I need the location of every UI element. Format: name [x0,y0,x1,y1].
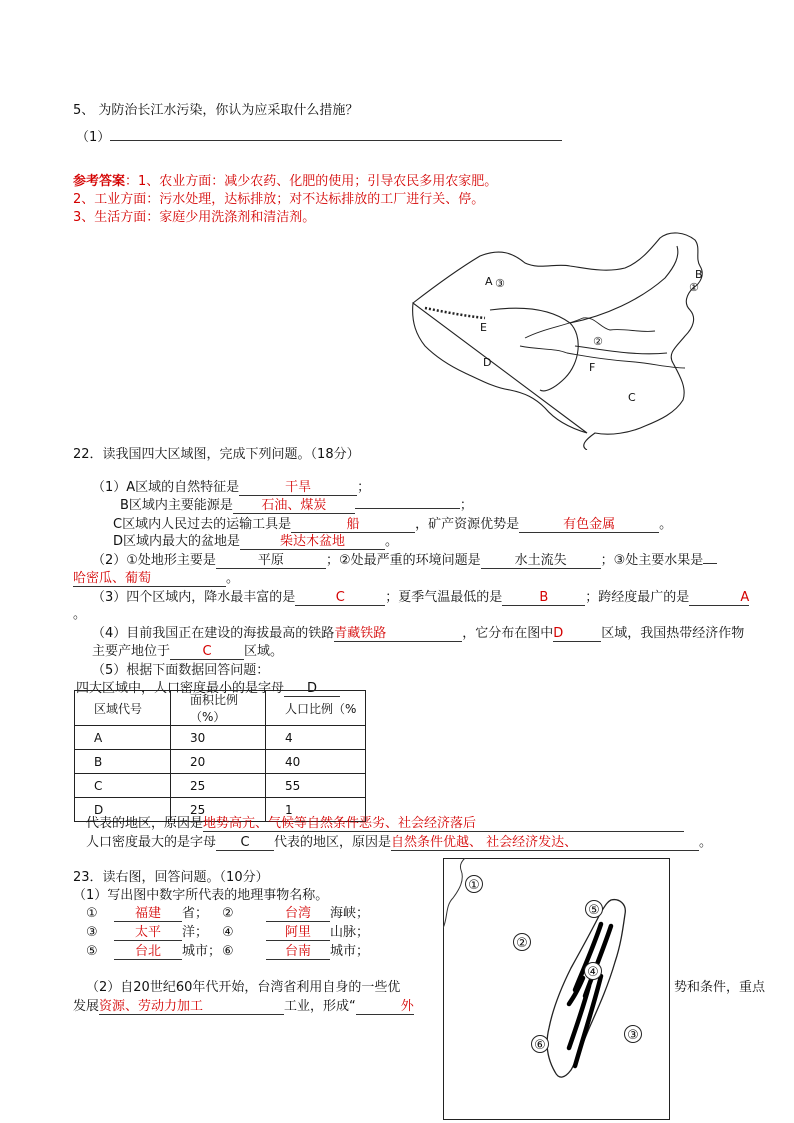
boundary-qinling [575,346,667,354]
answer-blank[interactable]: 地势高亢、气候等自然条件恶劣、社会经济落后 [203,816,684,832]
q22-p5-title: （5）根据下面数据回答问题： [92,663,270,678]
answer-blank[interactable]: 哈密瓜、葡萄 [73,571,226,587]
q22-p4-line2 [92,640,283,660]
text: 省； [182,906,209,921]
blank-start [703,549,717,564]
table-header: 人口比例（% [266,691,366,726]
text: 洋； [182,925,209,940]
text: ，矿产资源优势是 [415,517,520,532]
taiwan-label-1: ① [468,878,480,893]
answer-blank[interactable]: B [502,590,585,606]
q5-answer-line[interactable] [76,126,562,145]
text: ； [357,480,371,495]
q23-p2-line1: （2）自20世纪60年代开始，台湾省利用自身的一些优 [86,980,401,995]
table-cell: 1 [266,798,366,822]
q22-title: 22．读我国四大区域图，完成下列问题。（18分） [73,447,360,462]
map-label-c: C [628,391,636,404]
q22-p5-line3 [86,831,712,851]
table-cell: D [75,798,171,822]
table-cell: A [75,726,171,750]
q23-row1 [86,902,369,922]
q22-p5-line2 [86,812,684,832]
taiwan-label-6: ⑥ [534,1038,546,1053]
taiwan-label-5: ⑤ [588,903,600,918]
answer-blank[interactable]: 平原 [216,553,326,569]
river-yangtze [520,346,685,368]
text: ； [459,498,473,513]
taiwan-map [443,858,670,1120]
answer-blank[interactable]: C [295,590,385,606]
text: 城市； [182,944,222,959]
answer-blank[interactable]: A [689,590,749,606]
q5-question: 5、 为防治长江水污染，你认为应采取什么措施？ [73,103,359,118]
q22-p2-cont [73,567,239,587]
q23-p2-line2 [73,995,414,1015]
map-label-b: B [695,268,703,281]
number: ③ [86,925,98,940]
answer-blank[interactable]: D [553,626,601,642]
table-row [75,726,366,750]
q5-blank-label: （1） [76,130,111,145]
text: 山脉； [330,925,370,940]
table-cell: B [75,750,171,774]
answer-blank[interactable]: 太平 [114,925,182,941]
text: 发展 [73,999,100,1014]
map-label-e: E [480,321,487,334]
taiwan-label-4: ④ [587,965,599,980]
answer-blank[interactable]: 资源、劳动力加工 [99,999,284,1015]
text: 。 [699,835,713,850]
map-label-2: ② [593,335,603,348]
q22-p1-a [92,476,370,496]
q22-p4 [92,622,744,642]
table-row [75,750,366,774]
text: ；②处最严重的环境问题是 [325,553,481,568]
number: ② [222,906,234,921]
boundary-northwest [570,246,678,323]
table-header-row [75,691,366,726]
table-header: 面积比例（%） [171,691,266,726]
answer-text-1: ：1、农业方面：减少农药、化肥的使用；引导农民多用农家肥。 [125,174,498,189]
region-data-table [74,690,366,822]
q23-p2-line1-right: 势和条件，重点 [674,980,766,995]
text: D区域内最大的盆地是 [113,534,241,549]
taiwan-label-2: ② [516,936,528,951]
table-cell: 4 [266,726,366,750]
text: ；跨经度最广的是 [585,590,690,605]
table-cell: 40 [266,750,366,774]
answer-blank[interactable]: C [170,644,244,660]
answer-blank[interactable]: 自然条件优越、 社会经济发达、 [391,835,699,851]
mountains-kunlun [425,308,485,318]
text: （4）目前我国正在建设的海拔最高的铁路 [92,626,335,641]
blank-extension [355,494,460,509]
map-label-a: A [485,275,493,288]
answer-label: 参考答案 [73,174,126,189]
answer-blank[interactable]: 外 [356,999,414,1015]
q22-p1-d [113,530,398,550]
number: ⑥ [222,944,234,959]
answer-blank[interactable]: 石油、煤炭 [233,498,355,514]
q5-answer-2: 2、工业方面：污水处理，达标排放；对不达标排放的工厂进行关、停。 [73,192,485,207]
text: 。 [385,534,399,549]
q23-p1: （1）写出图中数字所代表的地理事物名称。 [73,888,329,903]
table-cell: 25 [171,798,266,822]
answer-blank[interactable]: 有色金属 [519,517,659,533]
answer-blank[interactable]: 青藏铁路 [334,626,462,642]
number: ① [86,906,98,921]
answer-blank[interactable]: 台北 [114,944,182,960]
text: 四大区域中，人口密度最小的是字母 [76,681,285,696]
text: （3）四个区域内，降水最丰富的是 [92,590,296,605]
text: C区域内人民过去的运输工具是 [113,517,292,532]
answer-blank[interactable]: 干旱 [239,480,357,496]
table-cell: 30 [171,726,266,750]
table-cell: 25 [171,774,266,798]
answer-blank[interactable]: D [284,681,340,697]
answer-blank[interactable]: 台南 [266,944,330,960]
number: ⑤ [86,944,98,959]
map-frame [444,859,670,1120]
q23-title: 23．读右图，回答问题。（10分） [73,870,269,885]
map-label-3: ③ [495,277,505,290]
q23-row3 [86,940,369,960]
text: 人口密度最大的是字母 [86,835,217,850]
answer-blank[interactable]: 阿里 [266,925,330,941]
boundary-north-south [490,308,578,391]
river-yellow [525,318,655,338]
text: ；③处主要水果是 [600,553,704,568]
q22-p1-b [120,494,473,514]
text: 城市； [330,944,370,959]
text: （2）①处地形主要是 [92,553,216,568]
q5-answer-3: 3、生活方面：家庭少用洗涤剂和清洁剂。 [73,210,316,225]
answer-blank[interactable]: 台湾 [266,906,330,922]
text: 主要产地位于 [92,644,171,659]
taiwan-label-3: ③ [627,1028,639,1043]
q5-blank[interactable] [110,126,562,141]
answer-blank[interactable]: 水土流失 [481,553,601,569]
q22-p3-end: 。 [73,607,87,622]
text: 。 [659,517,673,532]
map-label-d: D [483,356,492,369]
answer-blank[interactable]: 福建 [114,906,182,922]
text: 。 [226,571,240,586]
text: B区域内主要能源是 [120,498,233,513]
china-regions-map [405,228,710,450]
number: ④ [222,925,234,940]
text: 代表的地区，原因是 [86,816,204,831]
text: ，它分布在图中 [462,626,554,641]
q23-row2 [86,921,369,941]
map-label-f: F [589,361,596,374]
q22-p2 [92,549,717,569]
text: ；夏季气温最低的是 [385,590,503,605]
text: 工业，形成“ [284,999,356,1014]
q5-answer-1 [73,170,497,189]
table-cell: 20 [171,750,266,774]
table-cell: 55 [266,774,366,798]
text: 区域。 [244,644,284,659]
answer-blank[interactable]: 船 [291,517,415,533]
text: 区域，我国热带经济作物 [601,626,745,641]
text: （1）A区域的自然特征是 [92,480,240,495]
table-cell: C [75,774,171,798]
china-outline [413,233,703,450]
text: 代表的地区，原因是 [274,835,392,850]
table-row [75,774,366,798]
answer-blank[interactable]: 柴达木盆地 [240,534,385,550]
map-label-1: ① [689,281,699,294]
q22-p3 [92,586,749,606]
text: 海峡； [330,906,370,921]
table-header: 区域代号 [75,691,171,726]
answer-blank[interactable]: C [216,835,274,851]
